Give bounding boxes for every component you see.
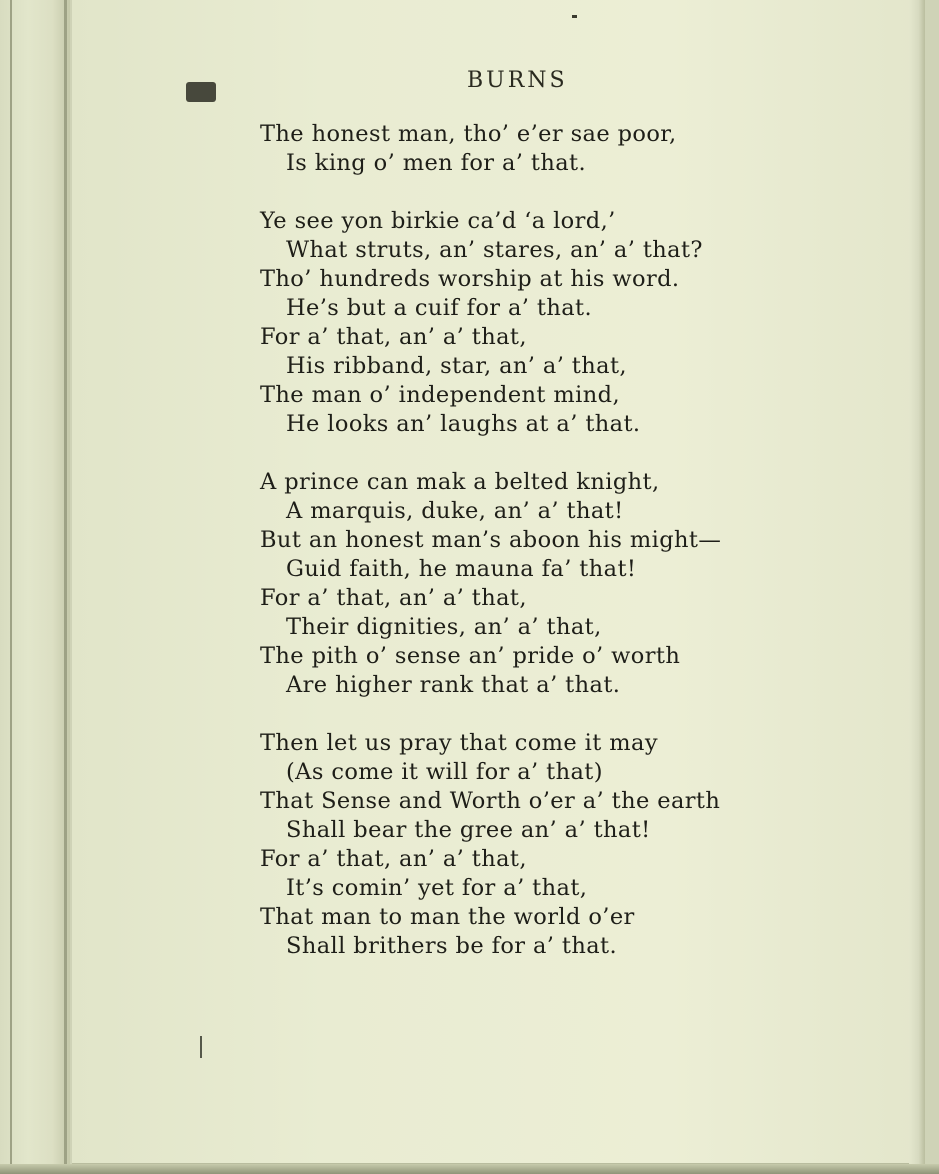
- poem-line: The honest man, tho’ e’er sae poor,: [260, 121, 677, 147]
- poem-line: A marquis, duke, an’ a’ that!: [286, 498, 624, 524]
- running-header: BURNS: [467, 68, 568, 93]
- stanza: [260, 729, 721, 961]
- poem-line: Are higher rank that a’ that.: [286, 672, 621, 698]
- poem-line: A prince can mak a belted knight,: [260, 469, 660, 495]
- poem-line: For a’ that, an’ a’ that,: [260, 585, 527, 611]
- spine-line: [10, 0, 12, 1174]
- ink-speck: [572, 15, 577, 18]
- poem-line: Tho’ hundreds worship at his word.: [260, 266, 680, 292]
- poem-line: For a’ that, an’ a’ that,: [260, 324, 527, 350]
- poem-line: For a’ that, an’ a’ that,: [260, 846, 527, 872]
- poem-line: The pith o’ sense an’ pride o’ worth: [260, 643, 681, 669]
- poem-line: That man to man the world o’er: [260, 904, 635, 930]
- poem-text: [260, 120, 721, 990]
- pencil-mark: [200, 1036, 202, 1058]
- poem-line: Is king o’ men for a’ that.: [286, 150, 587, 176]
- stanza: [260, 120, 721, 178]
- poem-line: The man o’ independent mind,: [260, 382, 621, 408]
- poem-line: Then let us pray that come it may: [260, 730, 658, 756]
- spine-line: [64, 0, 67, 1174]
- poem-line: That Sense and Worth o’er a’ the earth: [260, 788, 721, 814]
- poem-line: He looks an’ laughs at a’ that.: [286, 411, 641, 437]
- stanza: [260, 207, 721, 439]
- poem-line: It’s comin’ yet for a’ that,: [286, 875, 588, 901]
- stanza: [260, 468, 721, 700]
- poem-line: What struts, an’ stares, an’ a’ that?: [286, 237, 703, 263]
- poem-line: Their dignities, an’ a’ that,: [286, 614, 602, 640]
- page-number-smudge: [186, 82, 216, 102]
- poem-line: Shall bear the gree an’ a’ that!: [286, 817, 651, 843]
- bottom-shadow: [0, 1164, 939, 1174]
- poem-line: But an honest man’s aboon his might—: [260, 527, 722, 553]
- page-edge: [909, 0, 925, 1174]
- poem-line: Shall brithers be for a’ that.: [286, 933, 618, 959]
- poem-line: His ribband, star, an’ a’ that,: [286, 353, 627, 379]
- poem-line: Guid faith, he mauna fa’ that!: [286, 556, 637, 582]
- poem-line: (As come it will for a’ that): [286, 759, 603, 785]
- poem-line: He’s but a cuif for a’ that.: [286, 295, 593, 321]
- poem-line: Ye see yon birkie ca’d ‘a lord,’: [260, 208, 616, 234]
